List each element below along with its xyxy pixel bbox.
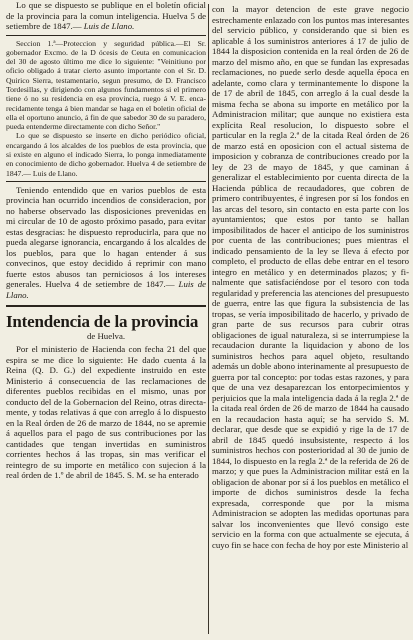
paragraph-incendios: Teniendo entendido que en varios pueblos de esta provincia han ocurrido incendios de consideracion, por no haberse observado las disposiciones prevenidas en mi circular de 10 de agosto próximo pasado, para evitar estas desgracias: he dispuesto reproducirla, para que no pueda alegarse ignorancia, encargando á los alcaldes de los pueblos, para que lo hagan entender á sus convecinos, que estoy decidido á reprimir con mano fuerte estos abusos tan perniciosos á los intereses generales. Huelva 4 de setiembre de 1847.— Luis de Llano.	[6, 184, 206, 300]
divider	[6, 181, 206, 182]
section-divider	[6, 305, 206, 307]
paragraph-hacienda: Por el ministerio de Hacienda con fecha 21 del que espira se me dice lo siguiente: He dado cuenta á la Reina (Q. D. G.) del expediente instruido en este Ministerio á consecuencia de las reclamaciones de diferentes pueblos recibidas en el mismo, unas por conducto del de la Gobernacion del Reino, otras directamente, y todas relativas á que con arreglo á lo dispuesto en la Real órden de 26 de marzo de 1844, no se apremie á aquellos para el pago de sus contribuciones por las cantidades que tengan invertidas en suministros corrientes hechos á las tropas, sin mas verificar el reintegro de su importe en metálico con sujecion á la real órden de 1.º de abril de 1845. S. M. se ha enterado	[6, 344, 206, 481]
right-column	[212, 4, 409, 550]
paragraph-seccion-1: Seccion 1.ª—Proteccion y seguridad pública.—El Sr. gobernador Excmo. de la D ócesis de Ceuta en comunicacion del 30 de agosto último me dice lo siguiente: "Veinitiuno por oficio obligado á tratar cierto asunto importante con el Sr. D. Quirico Sierra, testamentario, segun presumo, de D. Francisco Tordesillas, y dirigiendo con algunos fundamentos si el primero tiene ó no su residencia en esa provincia, ruego á V. E. encarecidamente tenga á bien mandar se haga en el boletin oficial de ella el oportuno anuncio, á fin de que sabedor 30 de su paradero, pueda entenderme directamente con dicho Señor."	[6, 38, 206, 132]
divider	[6, 35, 206, 36]
signature-luis-de-llano: Luis de Llano.	[32, 168, 78, 178]
section-subheading: de Huelva.	[86, 331, 126, 342]
signature-luis-de-llano: Luis de Llano.	[6, 279, 206, 300]
left-column	[6, 0, 206, 481]
paragraph-continuation: con la mayor detencion de este grave negocio estrechamente enlazado con los puntos mas interesantes del servicio público, y considerando que si bien es aplicable á los suministros anteriores á 17 de julio de 1844 la disposicion contenida en la real órden de 26 de marzo del mismo año, en que se fundan las expresadas reclamaciones, no puede serlo desde aquella época en adelante, como clara y terminantemente lo dispone la de 17 de abril de 1845, con arreglo á la cual desde la misma fecha se abona su importe en metálico por la Administracion militar; que aunque no existiera esta explícita Real resolucion, lo dispuesto sobre el particular en la regla 2.ª de la citada Real órden de 26 de marzo está en oposicion con el actual sistema de imposicion y cobranza de contribuciones creado por la ley de 23 de mayo de 1845, y que caminan á generalizar el establecimiento por cuenta directa de la Hacienda pública de recaudadores, que cobren de primero contribuyentes, é ingresen por sí los fondos en las arcas del tesoro, sin contacto en esta parte con los ayuntamientos; que estos por tanto se hallan imposibilitados de hacer el anticipo de los suministros por cuenta de las contribuciones; pues mientras el indicado pensamiento de la ley se lleva á efecto por completo, el producto de ellas debe entrar en el tesoro integro en metálico y en determinados plazos; y finalmente que satisfaciéndose por el tesoro con toda regularidad y preferencia las atenciones del presupuesto de guerra, entre las que figura la subsistencia de las tropas, se vería imposibilitado de hacerlo, y privado de gran parte de sus recursos para cubrir otras obligaciones de igual naturaleza, si se interrumpiese la recaudacion durante la liquidacion y abono de los suministros hechos para aquel objeto, resultando además un doble abono interinamente al presupuesto de guerra por tal concepto: por todas estas razones, y para que de una vez desaparezcan los entorpecimientos y perjuicios que la mala inteligencia dada á la regla 2.ª de la citada real órden de 26 de marzo de 1844 ha causado en la recaudacion hasta aquí; se ha servido S. M. declarar, que desde que se expidió y rige la de 17 de abril de 1845 quedó insubsistente, respecto á los suministros hechos con posterioridad al 30 de junio de 1844, lo dispuesto en la regla 2.ª de la referida de 26 de marzo; y que pues la Administracion militar está en la obligacion de abonar por sí á los pueblos en metálico el importe de dichos suministros desde la fecha expresada, corresponde que por la misma Administracion se adopten las medidas oportunas para salvar los inconvenientes que llevó consigo este servicio en la forma con que actualmente se ejecuta, á cuyo fin se hace con fecha de hoy por este Ministerio al	[212, 4, 409, 550]
section-heading: Intendencia de la provincia	[6, 312, 199, 332]
column-rule	[208, 4, 209, 634]
paragraph-publication-notice: Lo que se dispuesto se publique en el boletín oficial de la provincia para la comun inteligencia. Huelva 5 de setiembre de 1847.— Luis de Llano.	[6, 0, 206, 31]
signature-luis-de-llano: Luis de Llano.	[83, 21, 135, 31]
paragraph-seccion-1-notice: Lo que se dispuesto se inserte en dicho periódico oficial, encargando á los alcaldes de los pueblos de esta provincia, que si existe en alguno el indicado Sierra, lo ponga inmediatamente en conocimiento de dicho gobernador. Huelva 4 de setiembre de 1847.— Luis de Llano.	[6, 131, 206, 178]
